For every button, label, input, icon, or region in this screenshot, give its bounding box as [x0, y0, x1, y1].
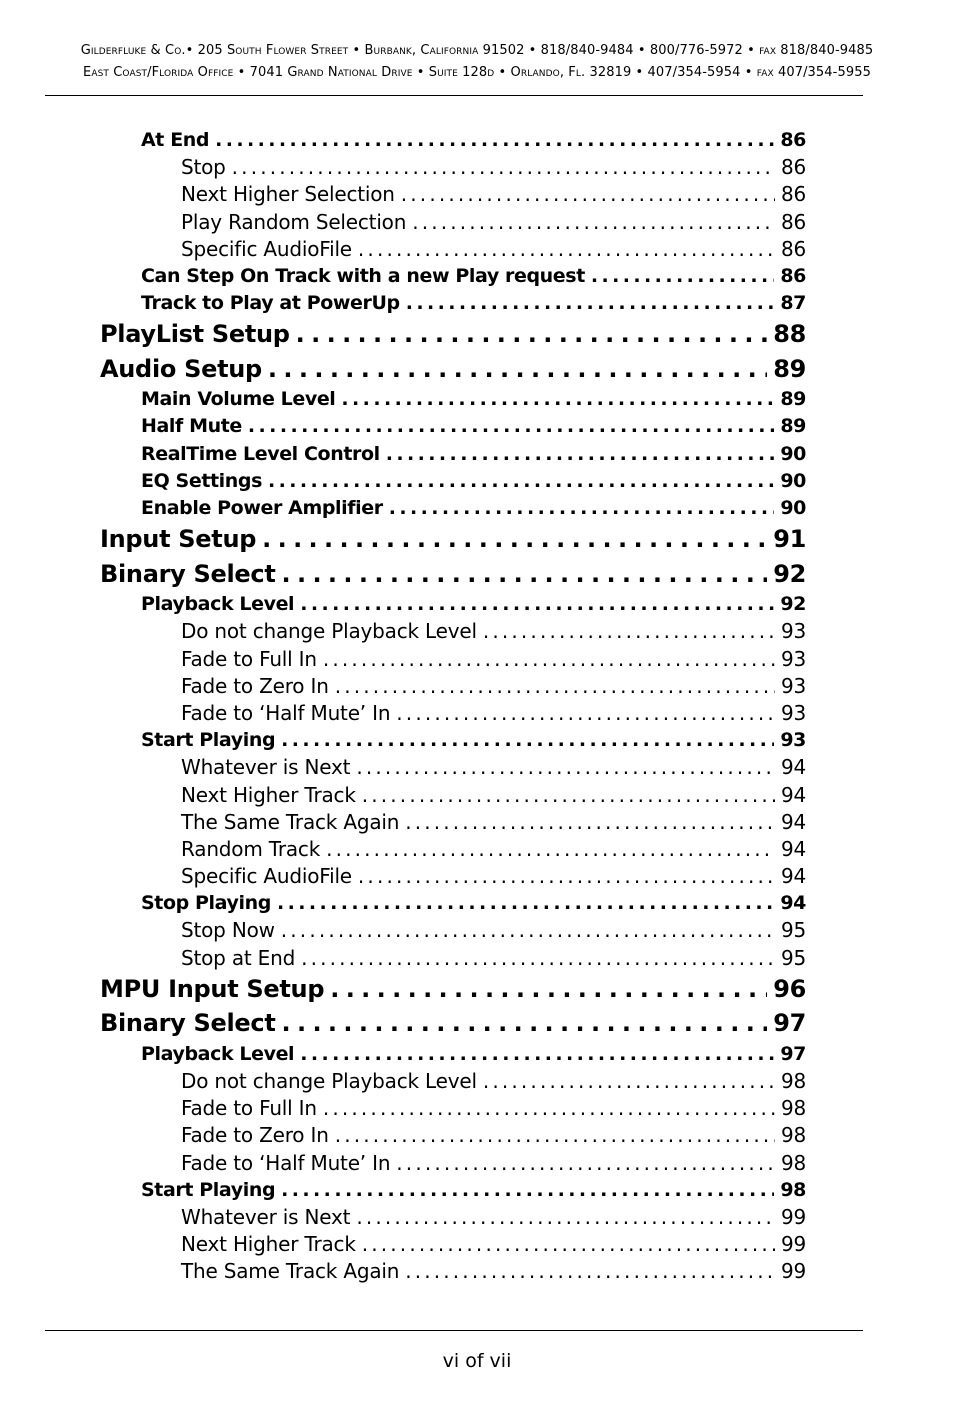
toc-entry[interactable] [0, 495, 806, 522]
toc-entry[interactable] [0, 557, 806, 592]
header-address-line-2: East Coast/Florida Office • 7041 Grand National Drive • Suite 128d • Orlando, Fl. 32819 • 407/354-5954 • fax 407/354-5955 [83, 65, 871, 80]
dot-leader [396, 700, 775, 727]
toc-entry-page-number: 86 [780, 264, 806, 287]
toc-entry[interactable] [0, 918, 806, 945]
dot-leader [389, 495, 775, 522]
dot-leader [281, 727, 774, 754]
toc-entry-page-number: 86 [780, 155, 806, 180]
footer-divider [45, 1330, 863, 1331]
toc-entry[interactable] [0, 782, 806, 809]
toc-entry[interactable] [0, 1204, 806, 1231]
toc-entry-title: Next Higher Track [181, 1232, 356, 1257]
toc-entry-title: Stop Playing [141, 892, 271, 915]
toc-entry[interactable] [0, 414, 806, 441]
table-of-contents [0, 127, 954, 1286]
toc-entry-title: Stop [181, 155, 226, 180]
toc-entry-title: Fade to ‘Half Mute’ In [181, 700, 391, 725]
dot-leader [483, 618, 775, 645]
toc-entry-page-number: 86 [780, 209, 806, 234]
toc-entry-title: Stop at End [181, 945, 296, 970]
dot-leader [335, 1122, 775, 1149]
toc-entry-page-number: 98 [780, 1069, 806, 1094]
dot-leader [362, 782, 775, 809]
toc-entry-page-number: 86 [780, 182, 806, 207]
toc-entry-page-number: 93 [780, 619, 806, 644]
toc-entry[interactable] [0, 1068, 806, 1095]
dot-leader [323, 646, 775, 673]
toc-entry[interactable] [0, 591, 806, 618]
toc-entry[interactable] [0, 700, 806, 727]
toc-entry[interactable] [0, 754, 806, 781]
toc-entry-page-number: 93 [780, 673, 806, 698]
dot-leader [412, 209, 775, 236]
toc-entry-title: Fade to Zero In [181, 673, 329, 698]
toc-entry[interactable] [0, 1258, 806, 1285]
toc-entry[interactable] [0, 352, 806, 387]
toc-entry-page-number: 99 [780, 1204, 806, 1229]
toc-entry-page-number: 90 [780, 497, 806, 520]
toc-entry-title: Next Higher Selection [181, 182, 395, 207]
dot-leader [232, 154, 775, 181]
toc-entry[interactable] [0, 1006, 806, 1041]
toc-entry[interactable] [0, 127, 806, 154]
dot-leader [362, 1231, 775, 1258]
toc-entry-title: Audio Setup [100, 354, 262, 383]
toc-entry-page-number: 92 [780, 593, 806, 616]
dot-leader [358, 863, 775, 890]
dot-leader [215, 127, 774, 154]
toc-entry-title: Main Volume Level [141, 388, 336, 411]
toc-entry[interactable] [0, 836, 806, 863]
toc-entry-title: Can Step On Track with a new Play request [141, 264, 585, 287]
dot-leader [300, 1041, 774, 1068]
toc-entry[interactable] [0, 1177, 806, 1204]
toc-entry-title: MPU Input Setup [100, 974, 325, 1003]
dot-leader [281, 1177, 774, 1204]
toc-entry-title: Do not change Playback Level [181, 619, 477, 644]
dot-leader [335, 673, 775, 700]
toc-entry-title: Track to Play at PowerUp [141, 292, 400, 315]
dot-leader [248, 413, 774, 440]
toc-entry-page-number: 89 [773, 354, 806, 383]
toc-entry-title: Playback Level [141, 593, 295, 616]
toc-entry[interactable] [0, 1122, 806, 1149]
toc-entry-title: Binary Select [100, 559, 276, 588]
toc-entry[interactable] [0, 317, 806, 352]
toc-entry-title: Do not change Playback Level [181, 1069, 477, 1094]
dot-leader [405, 1258, 775, 1285]
toc-entry-title: RealTime Level Control [141, 442, 380, 465]
toc-entry-title: Specific AudioFile [181, 864, 352, 889]
page-header [0, 40, 954, 84]
toc-entry-title: Whatever is Next [181, 1204, 351, 1229]
toc-entry[interactable] [0, 890, 806, 917]
dot-leader [296, 317, 768, 352]
toc-entry-page-number: 98 [780, 1150, 806, 1175]
dot-leader [268, 352, 767, 387]
toc-entry[interactable] [0, 1150, 806, 1177]
dot-leader [326, 836, 775, 863]
dot-leader [341, 386, 774, 413]
toc-entry[interactable] [0, 809, 806, 836]
dot-leader [358, 236, 775, 263]
toc-entry-page-number: 87 [780, 292, 806, 315]
toc-entry-page-number: 91 [773, 525, 806, 554]
toc-entry-page-number: 92 [773, 559, 806, 588]
toc-entry-page-number: 90 [780, 442, 806, 465]
toc-entry-title: Whatever is Next [181, 755, 351, 780]
toc-entry-page-number: 99 [780, 1232, 806, 1257]
toc-entry-title: Start Playing [141, 1178, 276, 1201]
dot-leader [277, 890, 774, 917]
page-number: vi of vii [442, 1350, 512, 1372]
toc-entry-page-number: 89 [780, 415, 806, 438]
dot-leader [281, 917, 775, 944]
toc-entry-title: Playback Level [141, 1042, 295, 1065]
toc-entry[interactable] [0, 181, 806, 208]
toc-entry-page-number: 93 [780, 646, 806, 671]
dot-leader [282, 557, 768, 592]
toc-entry-title: Fade to Full In [181, 1096, 317, 1121]
dot-leader [262, 522, 767, 557]
toc-entry-title: Fade to ‘Half Mute’ In [181, 1150, 391, 1175]
toc-entry-title: Start Playing [141, 729, 276, 752]
dot-leader [396, 1150, 775, 1177]
toc-entry-page-number: 99 [780, 1259, 806, 1284]
toc-entry-title: Binary Select [100, 1009, 276, 1038]
toc-entry-title: PlayList Setup [100, 320, 290, 349]
toc-entry-page-number: 97 [773, 1009, 806, 1038]
toc-entry-page-number: 98 [780, 1178, 806, 1201]
dot-leader [282, 1006, 768, 1041]
dot-leader [323, 1095, 775, 1122]
dot-leader [406, 290, 775, 317]
header-address-line-1: Gilderfluke & Co.• 205 South Flower Street • Burbank, California 91502 • 818/840-9484 • 800/776-5972 • fax 818/840-9485 [80, 43, 874, 58]
toc-entry-page-number: 94 [780, 782, 806, 807]
toc-entry-page-number: 94 [780, 892, 806, 915]
toc-entry-page-number: 93 [780, 729, 806, 752]
toc-entry-page-number: 94 [780, 864, 806, 889]
toc-entry[interactable] [0, 646, 806, 673]
toc-entry[interactable] [0, 972, 806, 1007]
toc-entry-page-number: 95 [780, 945, 806, 970]
toc-entry-title: Fade to Zero In [181, 1123, 329, 1148]
toc-entry[interactable] [0, 263, 806, 290]
toc-entry-title: The Same Track Again [181, 809, 400, 834]
toc-entry[interactable] [0, 863, 806, 890]
toc-entry-title: Next Higher Track [181, 782, 356, 807]
dot-leader [330, 972, 767, 1007]
toc-entry[interactable] [0, 1231, 806, 1258]
toc-entry-title: Random Track [181, 836, 321, 861]
toc-entry-page-number: 86 [780, 128, 806, 151]
toc-entry-page-number: 86 [780, 236, 806, 261]
toc-entry-page-number: 89 [780, 388, 806, 411]
dot-leader [401, 181, 775, 208]
toc-entry[interactable] [0, 468, 806, 495]
toc-entry[interactable] [0, 945, 806, 972]
toc-entry-page-number: 95 [780, 918, 806, 943]
toc-entry-page-number: 94 [780, 836, 806, 861]
toc-entry[interactable] [0, 727, 806, 754]
dot-leader [483, 1068, 775, 1095]
toc-entry[interactable] [0, 1041, 806, 1068]
toc-entry[interactable] [0, 236, 806, 263]
toc-entry[interactable] [0, 1095, 806, 1122]
toc-entry[interactable] [0, 673, 806, 700]
toc-entry-title: The Same Track Again [181, 1259, 400, 1284]
dot-leader [356, 754, 775, 781]
dot-leader [301, 945, 775, 972]
header-divider [45, 95, 863, 96]
dot-leader [386, 441, 775, 468]
toc-entry[interactable] [0, 618, 806, 645]
dot-leader [591, 263, 774, 290]
toc-entry[interactable] [0, 209, 806, 236]
dot-leader [405, 809, 775, 836]
toc-entry[interactable] [0, 290, 806, 317]
toc-entry-page-number: 93 [780, 700, 806, 725]
toc-entry-page-number: 97 [780, 1042, 806, 1065]
toc-entry[interactable] [0, 386, 806, 413]
toc-entry-title: Enable Power Amplifier [141, 497, 383, 520]
toc-entry-title: Fade to Full In [181, 646, 317, 671]
toc-entry-title: Play Random Selection [181, 209, 407, 234]
toc-entry[interactable] [0, 522, 806, 557]
toc-entry-title: At End [141, 128, 210, 151]
toc-entry-title: Half Mute [141, 415, 242, 438]
toc-entry-page-number: 96 [773, 974, 806, 1003]
dot-leader [300, 591, 774, 618]
toc-entry-page-number: 94 [780, 755, 806, 780]
toc-entry-page-number: 98 [780, 1123, 806, 1148]
toc-entry-title: EQ Settings [141, 469, 263, 492]
toc-entry-page-number: 98 [780, 1096, 806, 1121]
dot-leader [356, 1204, 775, 1231]
toc-entry-title: Stop Now [181, 918, 275, 943]
dot-leader [268, 468, 774, 495]
toc-entry-page-number: 90 [780, 469, 806, 492]
toc-entry-page-number: 94 [780, 809, 806, 834]
toc-entry[interactable] [0, 154, 806, 181]
toc-entry-title: Input Setup [100, 525, 257, 554]
toc-entry-title: Specific AudioFile [181, 236, 352, 261]
toc-entry-page-number: 88 [773, 320, 806, 349]
toc-entry[interactable] [0, 441, 806, 468]
